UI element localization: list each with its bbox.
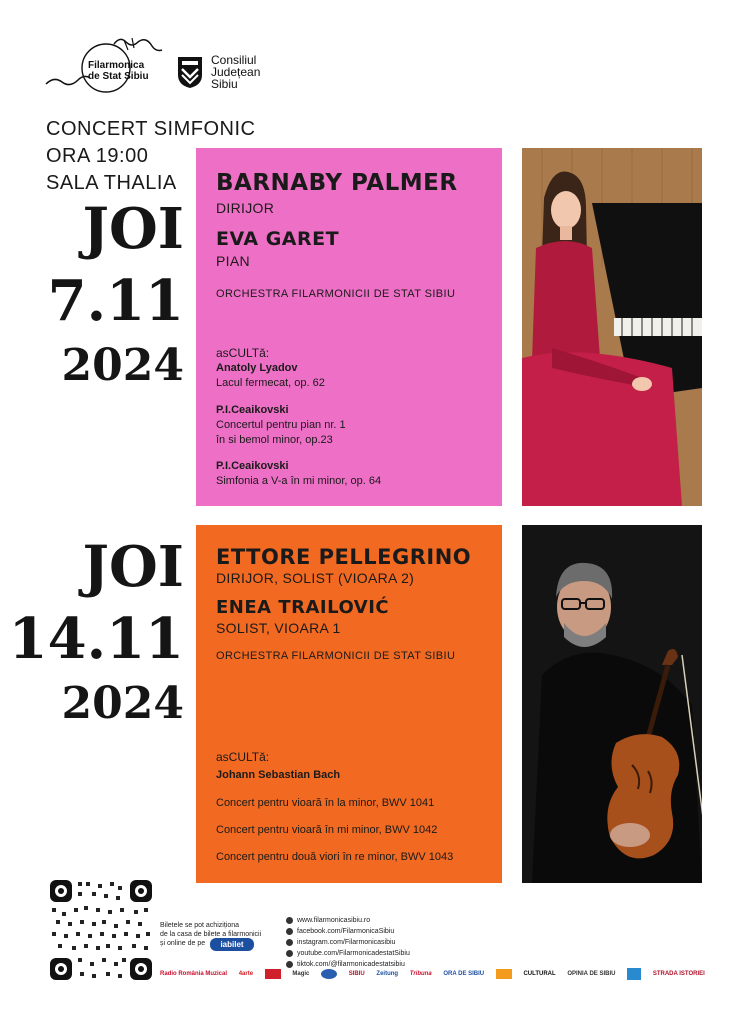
partner-logo: SIBIU [348, 971, 365, 977]
consiliul-judetean-name [211, 54, 260, 90]
social-link-instagram[interactable] [286, 937, 410, 948]
instagram-icon [286, 939, 293, 946]
concert-venue: SALA THALIA [46, 172, 177, 194]
partner-logo: Tribuna [409, 971, 432, 977]
concert1-work-2b: în si bemol minor, op.23 [216, 434, 333, 446]
cj-line2: Județean [211, 65, 261, 79]
concert2-work-3: Concert pentru două viori în re minor, BWV 1043 [216, 851, 454, 863]
social-links [286, 915, 410, 970]
concert2-work-2: Concert pentru vioară în mi minor, BWV 1042 [216, 824, 438, 836]
partner-logo: ORA DE SIBIU [443, 971, 485, 977]
concert2-day: JOI [82, 534, 184, 600]
partner-logo [627, 968, 641, 980]
concert-type: CONCERT SIMFONIC [46, 118, 256, 140]
concert2-performer1: ETTORE PELLEGRINO [216, 545, 472, 569]
concert1-asculta: asCULTă: [216, 346, 270, 360]
social-link-text: facebook.com/FilarmonicaSibiu [297, 928, 395, 935]
social-link-text: www.filarmonicasibiu.ro [297, 917, 371, 924]
partner-logos [160, 966, 705, 982]
social-link-text: youtube.com/FilarmonicadestatSibiu [297, 950, 410, 957]
tickets-line1: Biletele se pot achiziționa [160, 922, 239, 929]
iabilet-logo[interactable]: iabilet [210, 938, 254, 951]
concert2-date: 14.11 [8, 606, 184, 672]
facebook-icon [286, 928, 293, 935]
violinist-photo [522, 525, 702, 883]
concert1-composer-3: P.I.Ceaikovski [216, 460, 289, 472]
social-link-facebook[interactable] [286, 926, 410, 937]
partner-logo: OPINIA DE SIBIU [567, 971, 616, 977]
partner-logo: 4arte [238, 971, 254, 977]
concert-time: ORA 19:00 [46, 145, 149, 167]
filarmonica-name [88, 60, 149, 82]
concert2-role1: DIRIJOR, SOLIST (VIOARA 2) [216, 570, 415, 586]
concert1-performer2: EVA GARET [216, 228, 340, 250]
partner-logo: Zeitung [376, 971, 399, 977]
concert1-day: JOI [82, 196, 184, 262]
partner-logo: Radio România Muzical [160, 971, 228, 977]
partner-logo [265, 969, 281, 979]
concert1-work-2a: Concertul pentru pian nr. 1 [216, 419, 346, 431]
filarmonica-line1: Filarmonica [88, 60, 145, 71]
concert2-orchestra: ORCHESTRA FILARMONICII DE STAT SIBIU [216, 650, 456, 662]
concert1-orchestra: ORCHESTRA FILARMONICII DE STAT SIBIU [216, 288, 456, 300]
concert1-composer-2: P.I.Ceaikovski [216, 404, 289, 416]
social-link-website[interactable] [286, 915, 410, 926]
partner-logo: STRADA ISTORIEI [652, 971, 705, 977]
concert1-work-3: Simfonia a V-a în mi minor, op. 64 [216, 475, 382, 487]
tickets-line2: de la casa de bilete a filarmonicii [160, 931, 262, 938]
concert2-work-1: Concert pentru vioară în la minor, BWV 1041 [216, 797, 435, 809]
cj-line3: Sibiu [211, 77, 238, 91]
partner-logo: Magic [292, 971, 310, 977]
concert2-asculta: asCULTă: [216, 750, 270, 764]
concert1-role2: PIAN [216, 253, 250, 269]
concert1-role1: DIRIJOR [216, 200, 275, 216]
concert2-role2: SOLIST, VIOARA 1 [216, 620, 341, 636]
youtube-icon [286, 950, 293, 957]
social-link-text: instagram.com/Filarmonicasibiu [297, 939, 396, 946]
partner-logo: CULTURAL [523, 971, 556, 977]
concert1-work-1: Lacul fermecat, op. 62 [216, 377, 325, 389]
concert1-panel [196, 148, 502, 506]
social-link-youtube[interactable] [286, 948, 410, 959]
globe-icon [286, 917, 293, 924]
pianist-photo [522, 148, 702, 506]
consiliul-judetean-crest [176, 55, 204, 89]
partner-logo [496, 969, 512, 979]
cj-line1: Consiliul [211, 53, 257, 67]
concert2-performer2: ENEA TRAILOVIĆ [216, 597, 390, 618]
concert1-year: 2024 [61, 340, 184, 391]
concert1-composer-1: Anatoly Lyadov [216, 362, 298, 374]
concert1-performer1: BARNABY PALMER [216, 170, 458, 196]
tickets-line3: și online de pe [160, 940, 206, 947]
concert2-panel [196, 525, 502, 883]
filarmonica-line2: de Stat Sibiu [88, 71, 149, 82]
partner-logo [321, 969, 337, 979]
concert2-composer: Johann Sebastian Bach [216, 769, 341, 781]
qr-code[interactable] [48, 878, 154, 982]
social-link-text: tiktok.com/@filarmonicadestatsibiu [297, 961, 405, 968]
concert1-date: 7.11 [47, 268, 184, 334]
concert2-year: 2024 [61, 678, 184, 729]
